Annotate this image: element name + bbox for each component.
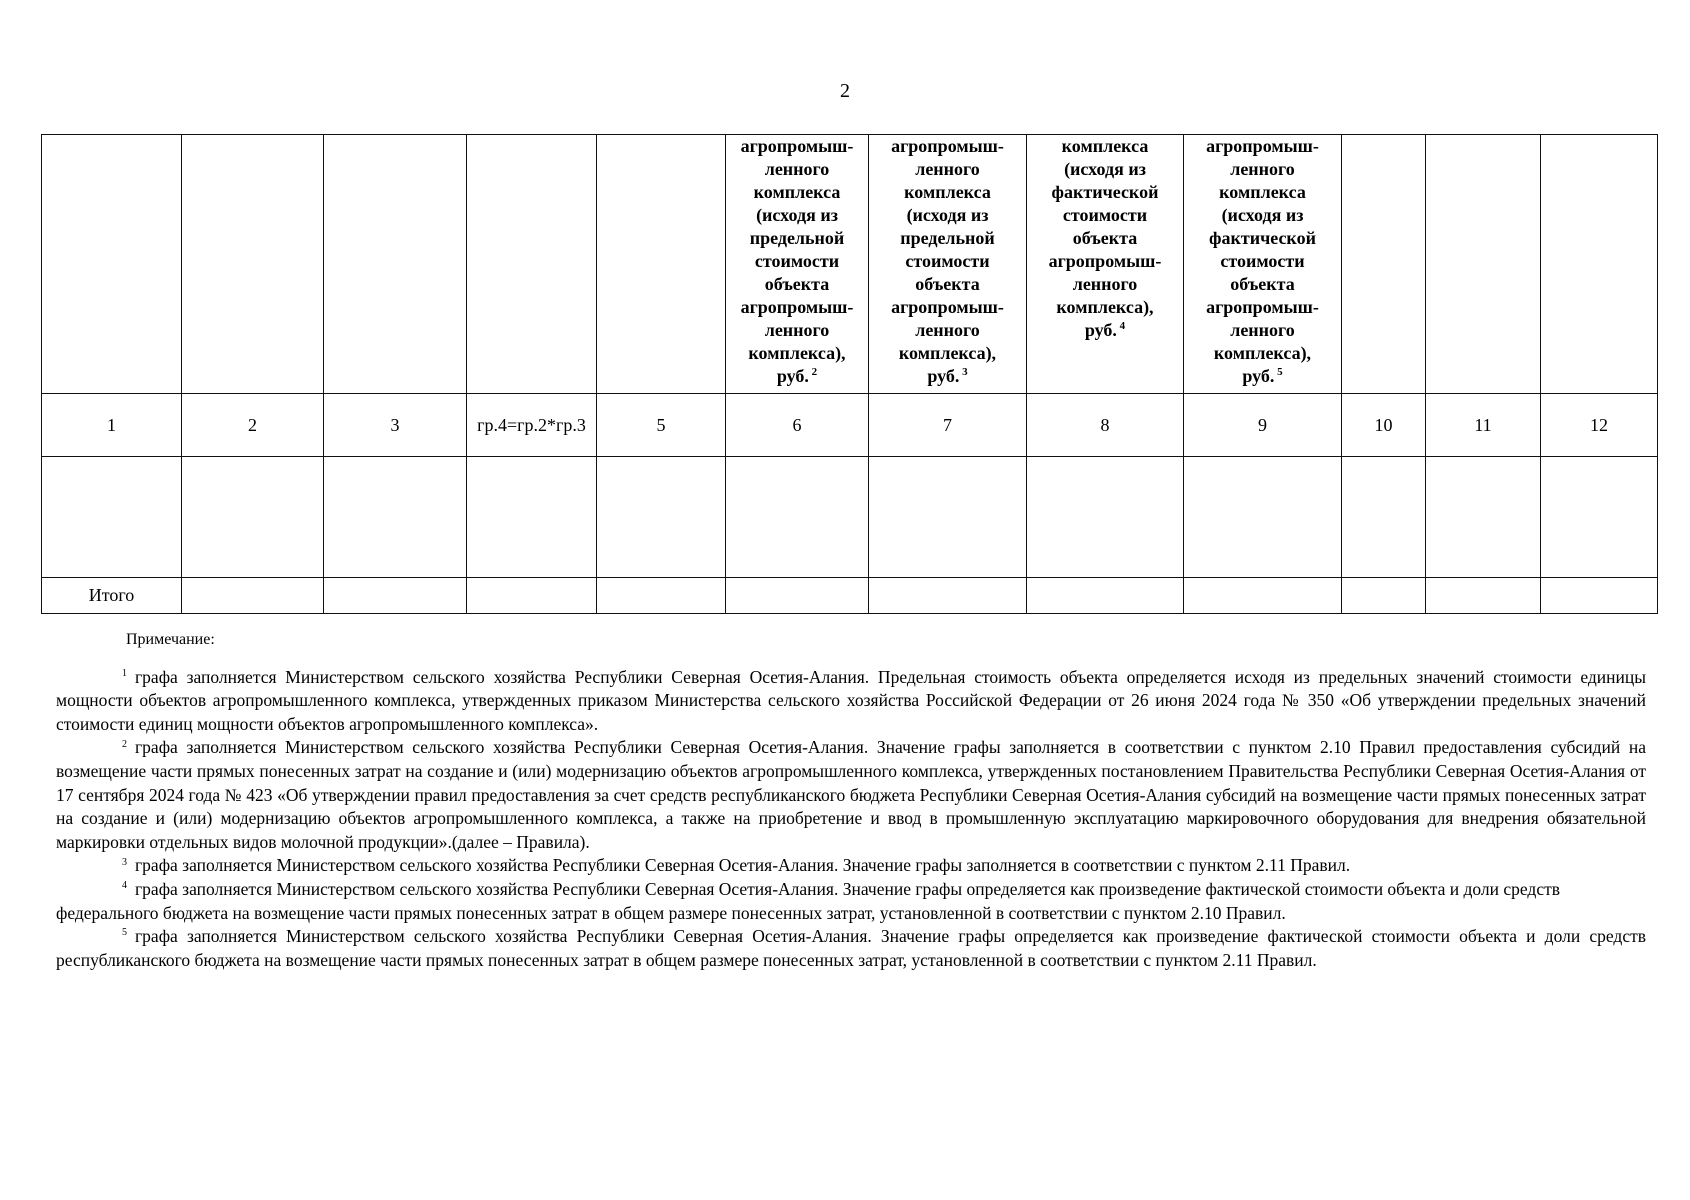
header-line: руб.	[927, 366, 960, 386]
header-line: комплекса	[1061, 136, 1149, 156]
data-cell	[1027, 457, 1184, 578]
total-cell	[324, 578, 467, 614]
header-line: агропромыш-	[891, 136, 1004, 156]
header-line: комплекса	[904, 182, 991, 202]
header-line: предельной	[900, 228, 995, 248]
column-number: 12	[1541, 394, 1658, 457]
header-line: (исходя из	[756, 205, 838, 225]
data-cell	[182, 457, 324, 578]
header-footnote-marker: 4	[1116, 320, 1126, 332]
header-line: фактической	[1209, 228, 1316, 248]
header-cell-6	[726, 135, 869, 394]
column-number-formula: гр.4=гр.2*гр.3	[467, 394, 597, 457]
total-label: Итого	[42, 578, 182, 614]
footnote-4	[56, 878, 1646, 925]
header-line: стоимости	[905, 251, 990, 271]
header-line: ленного	[1230, 320, 1295, 340]
header-line: ленного	[1072, 274, 1138, 294]
data-cell	[597, 457, 726, 578]
header-line: комплекса),	[1213, 343, 1312, 363]
header-line: комплекса	[753, 182, 841, 202]
data-cell	[726, 457, 869, 578]
header-line: агропромыш-	[740, 136, 854, 156]
data-cell	[1426, 457, 1541, 578]
total-cell	[597, 578, 726, 614]
column-number: 3	[324, 394, 467, 457]
header-line: руб.	[1242, 366, 1275, 386]
data-row	[42, 457, 1658, 578]
header-line: руб.	[776, 366, 809, 386]
header-line: агропромыш-	[891, 297, 1004, 317]
footnote-5	[56, 925, 1646, 972]
data-cell	[467, 457, 597, 578]
data-cell	[1184, 457, 1342, 578]
header-line: комплекса),	[898, 343, 997, 363]
header-line: ленного	[915, 159, 980, 179]
footnote-marker: 1	[122, 667, 127, 679]
header-line: агропромыш-	[1206, 297, 1319, 317]
header-cell-3	[324, 135, 467, 394]
column-number: 2	[182, 394, 324, 457]
header-footnote-marker: 2	[808, 366, 818, 378]
total-cell	[869, 578, 1027, 614]
header-line: стоимости	[754, 251, 840, 271]
footnote-text: графа заполняется Министерством сельского хозяйства Республики Северная Осетия-Алания. Значение графы определяется как произведение фактической стоимости объекта и доли средств федерального бюджета на возмещение части прямых понесенных затрат в общем размере понесенных затрат, установленной в соответствии с пунктом 2.10 Правил.	[56, 878, 1561, 923]
total-cell	[1342, 578, 1426, 614]
data-cell	[869, 457, 1027, 578]
header-line: объекта	[1230, 274, 1295, 294]
subsidy-table	[41, 134, 1658, 614]
header-line: агропромыш-	[1048, 251, 1162, 271]
header-cell-12	[1541, 135, 1658, 394]
column-number: 5	[597, 394, 726, 457]
column-number: 9	[1184, 394, 1342, 457]
header-cell-2	[182, 135, 324, 394]
column-number: 7	[869, 394, 1027, 457]
footnote-text: графа заполняется Министерством сельского хозяйства Республики Северная Осетия-Алания. Значение графы заполняется в соответствии с пунктом 2.11 Правил.	[135, 855, 1351, 876]
header-cell-4	[467, 135, 597, 394]
header-line: агропромыш-	[1206, 136, 1319, 156]
header-footnote-marker: 3	[959, 366, 968, 378]
footnotes	[56, 628, 1646, 972]
header-line: ленного	[915, 320, 980, 340]
total-cell	[1184, 578, 1342, 614]
header-line: комплекса	[1219, 182, 1306, 202]
data-cell	[42, 457, 182, 578]
header-line: объекта	[764, 274, 830, 294]
header-cell-11	[1426, 135, 1541, 394]
footnote-text: графа заполняется Министерством сельского хозяйства Республики Северная Осетия-Алания. Значение графы определяется как произведение фактической стоимости объекта и доли средств республиканского бюджета на возмещение части прямых понесенных затрат в общем размере понесенных затрат, установленной в соответствии с пунктом 2.11 Правил.	[56, 926, 1646, 970]
header-line: ленного	[1230, 159, 1295, 179]
footnote-1	[56, 666, 1646, 737]
header-cell-8	[1027, 135, 1184, 394]
total-cell	[1027, 578, 1184, 614]
footnote-marker: 4	[122, 880, 127, 892]
total-cell	[182, 578, 324, 614]
column-number: 11	[1426, 394, 1541, 457]
header-line: объекта	[1072, 228, 1138, 248]
data-cell	[1541, 457, 1658, 578]
column-number: 8	[1027, 394, 1184, 457]
column-number-row	[42, 394, 1658, 457]
header-footnote-marker: 5	[1274, 366, 1283, 378]
footnote-text: графа заполняется Министерством сельского хозяйства Республики Северная Осетия-Алания. Предельная стоимость объекта определяется исходя из предельных значений стоимости единицы мощности объектов агропромышленного комплекса, утвержденных приказом Министерства сельского хозяйства Российской Федерации от 26 июня 2024 года № 350 «Об утверждении предельных значений стоимости единиц мощности объектов агропромышленного комплекса».	[56, 666, 1646, 734]
footnote-3	[56, 854, 1646, 878]
header-row	[42, 135, 1658, 394]
total-cell	[467, 578, 597, 614]
header-cell-10	[1342, 135, 1426, 394]
data-cell	[324, 457, 467, 578]
total-cell	[1426, 578, 1541, 614]
header-line: (исходя из	[1221, 205, 1304, 225]
footnote-marker: 2	[122, 738, 127, 750]
header-line: (исходя из	[906, 205, 989, 225]
header-line: агропромыш-	[740, 297, 854, 317]
page-number: 2	[840, 80, 850, 102]
header-cell-5	[597, 135, 726, 394]
header-line: объекта	[915, 274, 980, 294]
header-line: ленного	[764, 320, 830, 340]
header-line: комплекса),	[1056, 297, 1154, 317]
header-line: стоимости	[1220, 251, 1305, 271]
header-line: ленного	[764, 159, 830, 179]
column-number: 1	[42, 394, 182, 457]
total-row	[42, 578, 1658, 614]
total-cell	[1541, 578, 1658, 614]
footnote-2	[56, 736, 1646, 854]
header-cell-7	[869, 135, 1027, 394]
data-cell	[1342, 457, 1426, 578]
total-cell	[726, 578, 869, 614]
header-line: комплекса),	[748, 343, 846, 363]
header-line: фактической	[1051, 182, 1159, 202]
header-line: руб.	[1084, 320, 1117, 340]
footnote-marker: 5	[122, 927, 127, 939]
column-number: 6	[726, 394, 869, 457]
header-line: предельной	[749, 228, 845, 248]
column-number: 10	[1342, 394, 1426, 457]
header-cell-1	[42, 135, 182, 394]
footnote-text: графа заполняется Министерством сельского хозяйства Республики Северная Осетия-Алания. Значение графы заполняется в соответствии с пунктом 2.10 Правил предоставления субсидий на возмещение части прямых понесенных затрат на создание и (или) модернизацию объектов агропромышленного комплекса, утвержденных постановлением Правительства Республики Северная Осетия-Алания от 17 сентября 2024 года № 423 «Об утверждении правил предоставления за счет средств республиканского бюджета Республики Северная Осетия-Алания субсидий на возмещение части прямых понесенных затрат на создание и (или) модернизацию объектов агропромышленного комплекса, а также на приобретение и ввод в промышленную эксплуатацию маркировочного оборудования для внедрения обязательной маркировки отдельных видов молочной продукции».(далее – Правила).	[56, 737, 1646, 852]
header-line: (исходя из	[1064, 159, 1146, 179]
notes-title: Примечание:	[126, 631, 215, 648]
header-cell-9	[1184, 135, 1342, 394]
footnote-marker: 3	[122, 856, 127, 868]
header-line: стоимости	[1062, 205, 1148, 225]
